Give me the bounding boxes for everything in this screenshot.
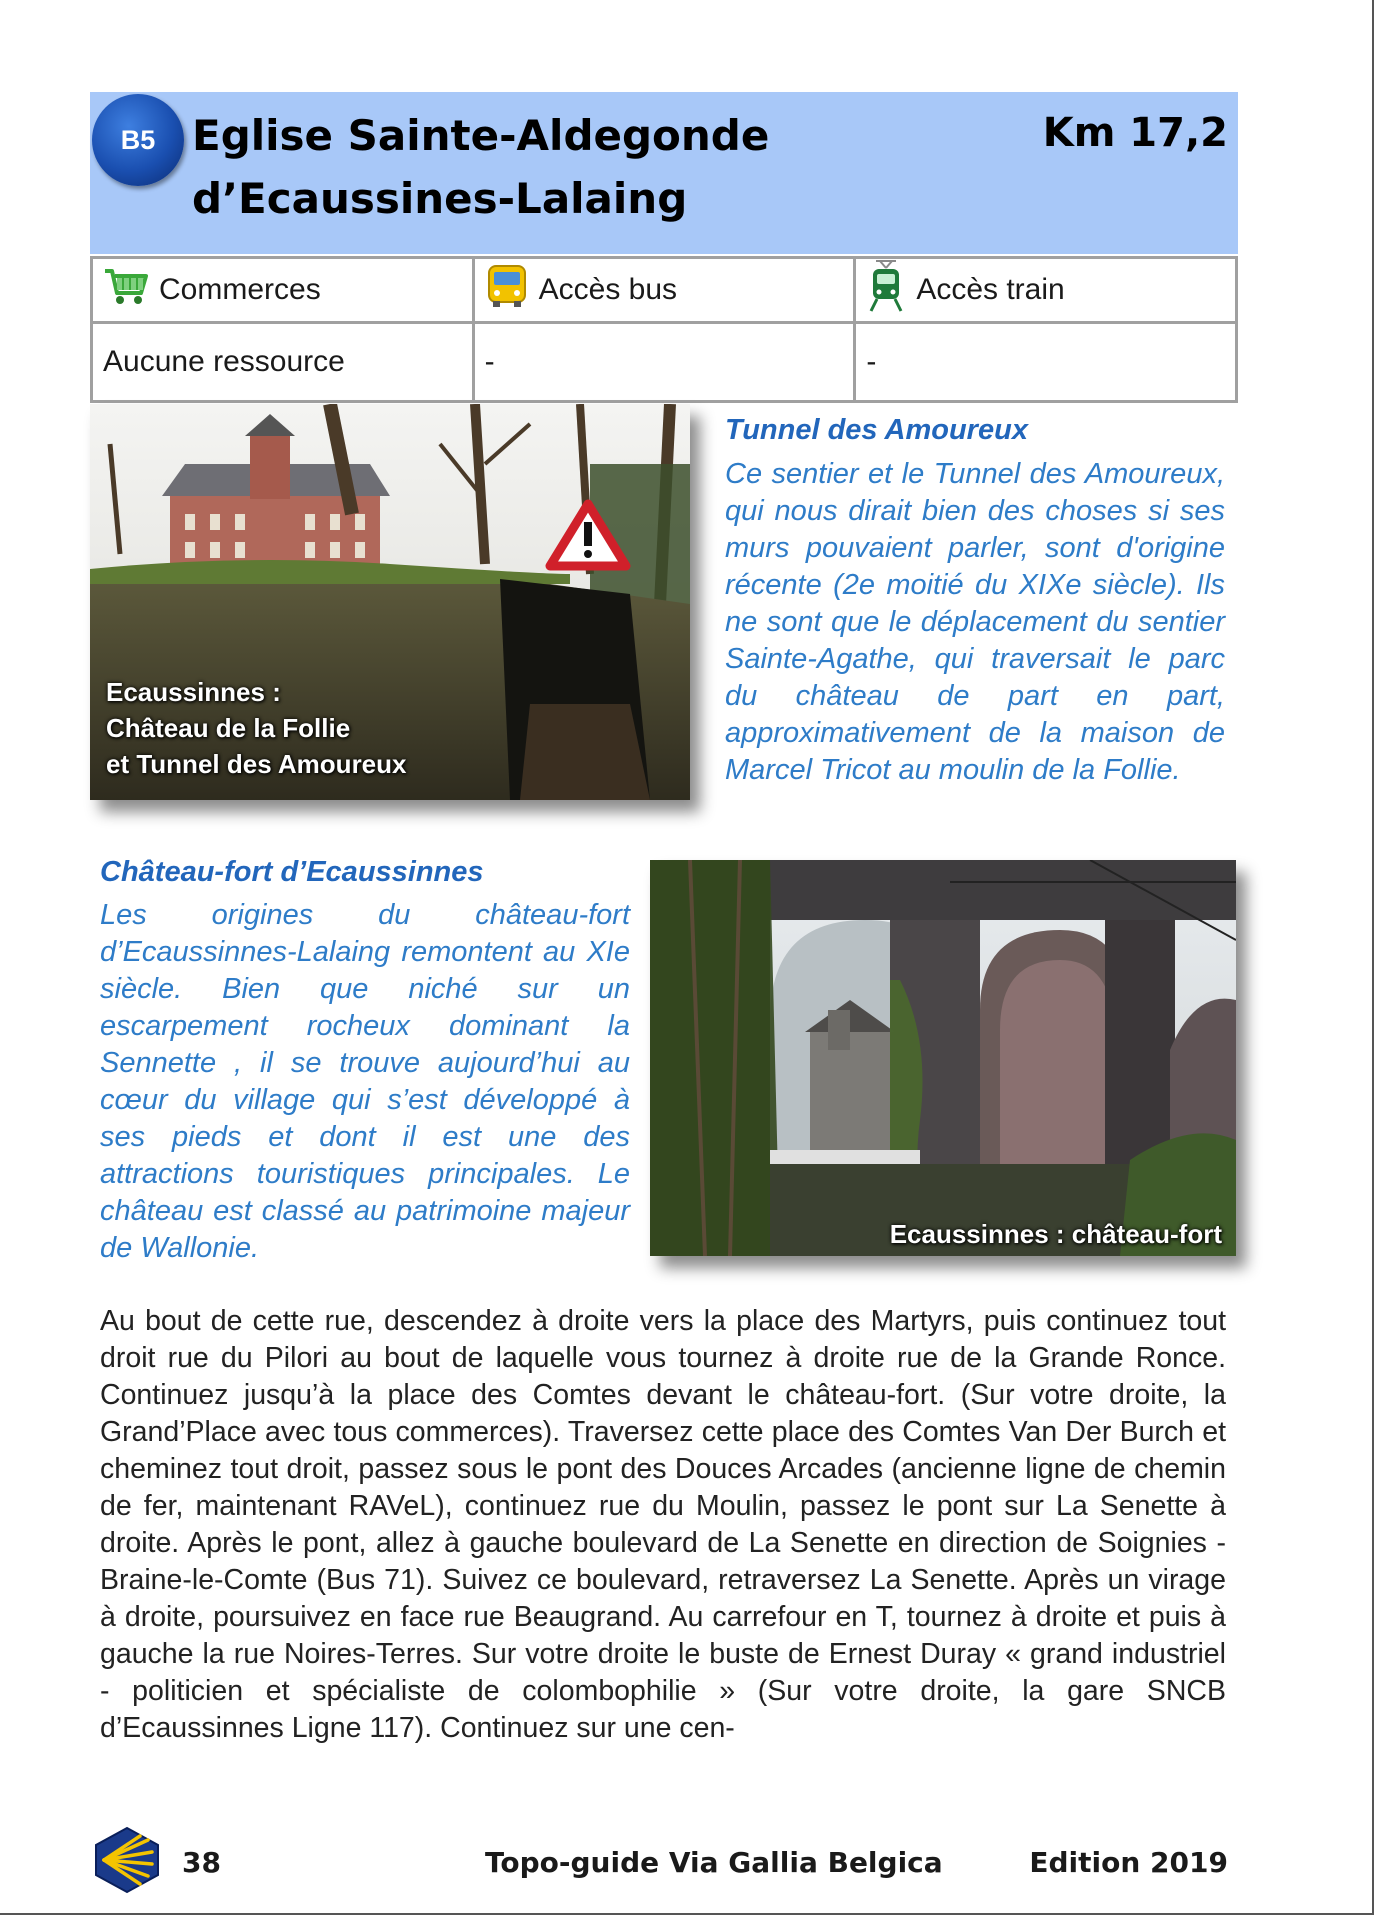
route-directions: Au bout de cette rue, descendez à droite vers la place des Martyrs, puis continuez tout droit rue du Pilori au bout de laquelle vous tournez à droite rue de la Grande Ronce. Continuez jusqu’à la place des Comtes devant le château-fort. (Sur votre droite, la Grand’Place avec tous commerces). Traversez cette place des Comtes Van Der Burch et cheminez tout droit, passez sous le pont des Douces Arcades (ancienne ligne de chemin de fer, maintenant RAVeL), continuez rue du Moulin, passez le pont sur La Senette à droite. Après le pont, allez à gauche boulevard de La Senette en direction de Soignies - Braine-le-Comte (Bus 71). Suivez ce boulevard, retraversez La Senette. Après un virage à droite, poursuivez en face rue Beaugrand. Au carrefour en T, tournez à droite et puis à gauche la rue Noires-Terres. Sur votre droite le buste de Ernest Duray « grand industriel - politicien et spécialiste de colombophilie » (Sur votre droite, la gare SNCB d’Ecaussinnes Ligne 117). Continuez sur une cen- bbox=[100, 1305, 1226, 1744]
bus-label: Accès bus bbox=[538, 273, 678, 306]
photo1-caption-line: Ecaussinnes : bbox=[106, 677, 281, 707]
page-number: 38 bbox=[182, 1846, 221, 1879]
tunnel-description: Ce sentier et le Tunnel des Amoureux, qui nous dirait bien des choses si ses murs pouvaient parler, sont d'origine récente (2e moitié du XIXe siècle). Ils ne sont que le déplacement du sentier Sainte-Agathe, qui traversait le parc du château de part en part, approximativement de la maison de Marcel Tricot au moulin de la Follie. bbox=[725, 458, 1225, 786]
bus-value: - bbox=[473, 323, 855, 402]
photo-chateau-follie-tunnel bbox=[90, 404, 690, 800]
train-header-cell bbox=[855, 258, 1237, 323]
train-icon bbox=[866, 259, 906, 321]
photo1-caption-line: Château de la Follie bbox=[106, 713, 351, 743]
commerces-label: Commerces bbox=[159, 273, 321, 306]
stage-title bbox=[192, 104, 952, 230]
page-footer bbox=[92, 1826, 1228, 1896]
services-table-header-row bbox=[92, 258, 1237, 323]
commerces-value: Aucune ressource bbox=[92, 323, 474, 402]
shopping-cart-icon bbox=[103, 265, 149, 315]
photo1-caption bbox=[106, 674, 407, 782]
tunnel-heading: Tunnel des Amoureux bbox=[725, 414, 1028, 446]
chateau-fort-heading: Château-fort d’Ecaussinnes bbox=[100, 856, 484, 888]
kilometer-marker: Km 17,2 bbox=[1042, 110, 1228, 156]
photo-chateau-fort bbox=[650, 860, 1236, 1256]
edition-label: Edition 2019 bbox=[1029, 1846, 1228, 1879]
train-value: - bbox=[855, 323, 1237, 402]
photo2-caption: Ecaussinnes : château-fort bbox=[889, 1219, 1222, 1249]
commerces-header-cell bbox=[92, 258, 474, 323]
bus-header-cell bbox=[473, 258, 855, 323]
stage-title-line2: d’Ecaussines-Lalaing bbox=[192, 174, 688, 223]
services-table-values-row bbox=[92, 323, 1237, 402]
bus-icon bbox=[485, 263, 529, 317]
photo1-caption-line: et Tunnel des Amoureux bbox=[106, 749, 407, 779]
train-label: Accès train bbox=[916, 273, 1065, 306]
scallop-shell-icon bbox=[92, 1826, 162, 1899]
chateau-fort-description: Les origines du château-fort d’Ecaussinnes-Lalaing remontent au XIe siècle. Bien que niché sur un escarpement rocheux dominant la Sennette , il se trouve aujourd’hui au cœur du village qui s’est développé à ses pieds et dont il est une des attractions touristiques principales. Le château est classé au patrimoine majeur de Wallonie. bbox=[100, 899, 630, 1264]
services-table bbox=[90, 256, 1238, 403]
stage-header bbox=[90, 92, 1238, 254]
stage-title-line1: Eglise Sainte-Aldegonde bbox=[192, 111, 770, 160]
guide-title: Topo-guide Via Gallia Belgica bbox=[485, 1846, 943, 1879]
stage-badge: B5 bbox=[92, 94, 184, 186]
